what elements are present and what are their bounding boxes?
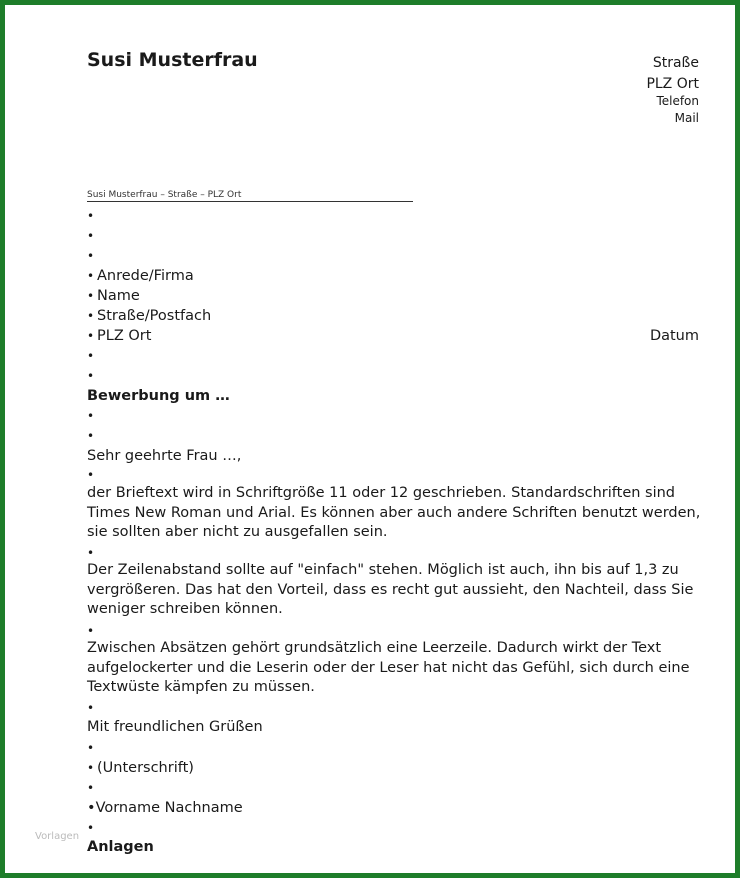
body-paragraph: Der Zeilenabstand sollte auf "einfach" stehen. Möglich ist auch, ihn bis auf 1,3 zu vergrößeren. Das hat den Vorteil, dass es recht gut aussieht, den Nachteil, dass Sie weniger schreiben können. [87,562,694,617]
sender-name: Susi Musterfrau [87,49,258,71]
empty-line: • [87,701,95,715]
empty-line: • [87,229,95,243]
empty-line: • [87,429,95,443]
empty-line: • [87,821,95,835]
body-paragraph: Zwischen Absätzen gehört grundsätzlich eine Leerzeile. Dadurch wirkt der Text aufgelockerter und die Leserin oder der Leser hat nicht das Gefühl, sich durch eine Textwüste kämpfen zu müssen. [87,640,690,695]
sender-phone: Telefon [656,94,699,108]
empty-line: • [87,349,95,363]
empty-line: • [87,624,95,638]
empty-line: • [87,741,95,755]
sender-street: Straße [652,55,699,71]
sender-mail: Mail [674,111,699,125]
attachments-heading: Anlagen [87,839,154,855]
signature-line: • (Unterschrift) [87,760,194,776]
letter-page [5,5,735,873]
return-address-line: Susi Musterfrau – Straße – PLZ Ort [87,190,413,202]
empty-line: • [87,781,95,795]
closing: Mit freundlichen Grüßen [87,719,263,735]
greeting: Sehr geehrte Frau …, [87,448,242,464]
recipient-salutation: • Anrede/Firma [87,268,194,284]
subject-line: Bewerbung um … [87,388,230,404]
body-paragraph: der Brieftext wird in Schriftgröße 11 oder 12 geschrieben. Standardschriften sind Times New Roman und Arial. Es können aber auch andere Schriften benutzt werden, sie sollten aber nicht zu ausgefallen sein. [87,485,701,540]
empty-line: • [87,468,95,482]
empty-line: • [87,249,95,263]
sender-zip-city: PLZ Ort [646,76,699,92]
empty-line: • [87,369,95,383]
empty-line: • [87,409,95,423]
empty-line: • [87,546,95,560]
recipient-zip-city: • PLZ Ort [87,328,152,344]
recipient-street: • Straße/Postfach [87,308,212,324]
date-field: Datum [649,328,699,344]
full-name-line: •Vorname Nachname [87,800,243,816]
empty-line: • [87,209,95,223]
watermark: Vorlagen [35,831,80,842]
recipient-name: • Name [87,288,140,304]
